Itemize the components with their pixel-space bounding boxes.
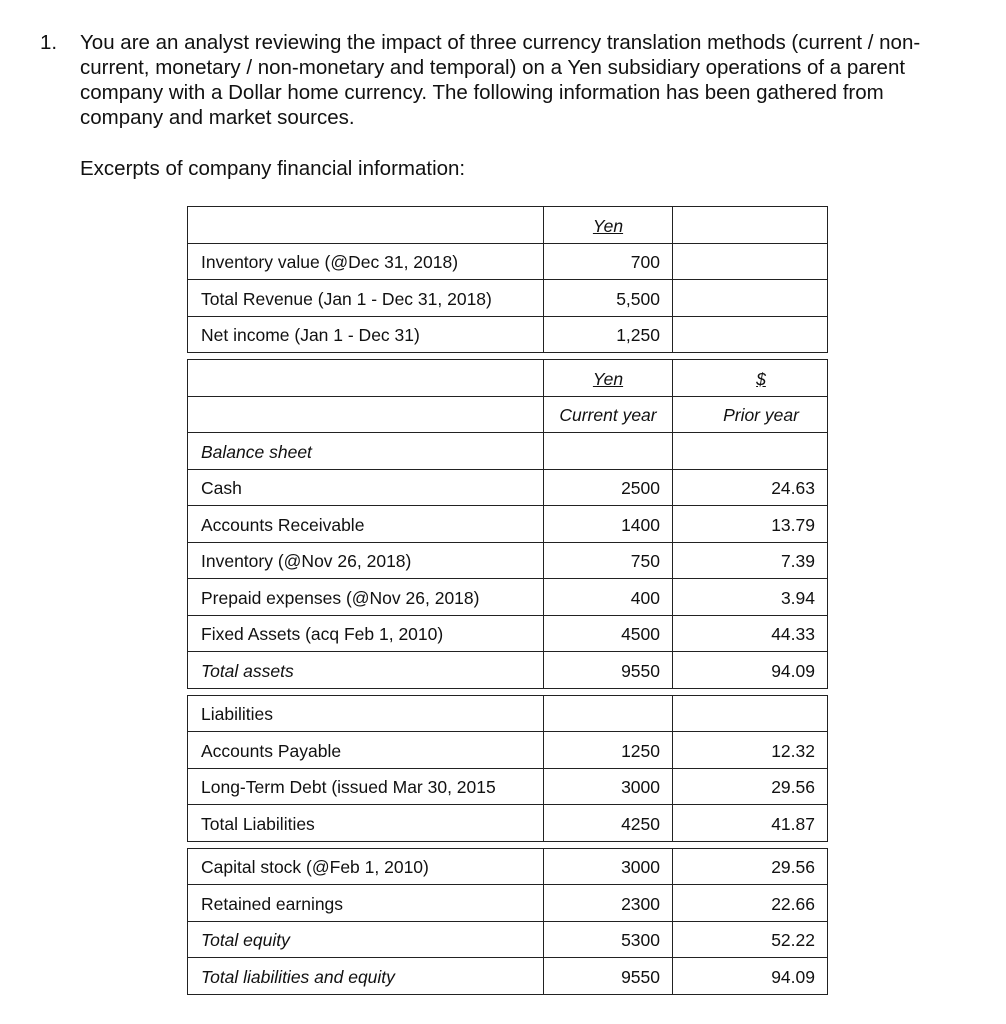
row-label: Long-Term Debt (issued Mar 30, 2015 — [188, 769, 544, 805]
yen-value: 4250 — [544, 805, 673, 841]
usd-value: 29.56 — [771, 857, 815, 877]
yen-value: 700 — [544, 244, 673, 280]
usd-value: 41.87 — [771, 813, 815, 834]
question-text: You are an analyst reviewing the impact of three currency translation methods (current / non-current, monetary / non-monetary and temporal) on a Yen subsidiary operations of a parent company with a Dollar home currency. The following information has been gathered from company and market sources. — [80, 31, 921, 129]
usd-value: 29.56 — [771, 777, 815, 797]
row-label: Inventory (@Nov 26, 2018) — [188, 543, 544, 579]
currency-header-row — [188, 360, 827, 396]
question-number: 1. — [40, 31, 58, 54]
usd-value: 94.09 — [771, 966, 815, 987]
row-label: Fixed Assets (acq Feb 1, 2010) — [188, 616, 544, 652]
balance-sheet-title-row — [188, 432, 827, 469]
yen-value: 400 — [544, 579, 673, 615]
usd-value: 13.79 — [771, 514, 815, 535]
table-row — [188, 279, 827, 316]
table-row — [188, 849, 827, 885]
yen-value: 2300 — [544, 885, 673, 921]
yen-value: 3000 — [544, 769, 673, 805]
liabilities-section — [187, 695, 828, 842]
total-liabilities-equity-row — [188, 957, 827, 994]
row-label: Prepaid expenses (@Nov 26, 2018) — [188, 579, 544, 615]
question-block — [40, 30, 970, 130]
current-year-header: Current year — [559, 405, 657, 425]
table-row — [188, 316, 827, 353]
usd-value: 3.94 — [780, 587, 815, 608]
usd-value: 94.09 — [771, 660, 815, 681]
yen-value: 4500 — [544, 616, 673, 652]
row-label: Capital stock (@Feb 1, 2010) — [188, 849, 544, 885]
income-header-row — [188, 207, 827, 243]
yen-value: 1400 — [544, 506, 673, 542]
table-row — [188, 469, 827, 506]
table-row — [188, 542, 827, 579]
row-label: Accounts Receivable — [188, 506, 544, 542]
liabilities-title-row — [188, 696, 827, 732]
usd-value: 52.22 — [771, 930, 815, 950]
row-label: Accounts Payable — [188, 732, 544, 768]
total-assets-row — [188, 651, 827, 688]
equity-section — [187, 848, 828, 995]
row-label: Cash — [188, 470, 544, 506]
table-row — [188, 505, 827, 542]
yen-value: 3000 — [544, 849, 673, 885]
yen-header: Yen — [592, 368, 624, 389]
yen-value: 1250 — [544, 732, 673, 768]
yen-header: Yen — [592, 215, 624, 236]
yen-value: 750 — [544, 543, 673, 579]
table-row — [188, 615, 827, 652]
balance-sheet-title: Balance sheet — [188, 433, 544, 469]
excerpt-heading: Excerpts of company financial information: — [80, 157, 466, 180]
row-label: Total Liabilities — [188, 805, 544, 841]
total-liabilities-row — [188, 804, 827, 841]
yen-value: 5,500 — [544, 280, 673, 316]
usd-value: 7.39 — [780, 551, 815, 571]
yen-value: 5300 — [544, 922, 673, 958]
dollar-header: $ — [756, 368, 766, 389]
income-section — [187, 206, 828, 353]
yen-value: 9550 — [544, 652, 673, 688]
usd-value: 12.32 — [771, 740, 815, 761]
row-label: Total assets — [188, 652, 544, 688]
usd-value: 22.66 — [771, 893, 815, 914]
yen-value: 1,250 — [544, 317, 673, 353]
prior-year-header: Prior year — [723, 405, 799, 425]
row-label: Retained earnings — [188, 885, 544, 921]
yen-value: 9550 — [544, 958, 673, 994]
usd-value: 44.33 — [771, 624, 815, 644]
row-label: Total Revenue (Jan 1 - Dec 31, 2018) — [188, 280, 544, 316]
financial-table — [187, 206, 828, 995]
table-row — [188, 768, 827, 805]
table-row — [188, 243, 827, 280]
liabilities-title: Liabilities — [188, 696, 544, 732]
assets-section — [187, 359, 828, 689]
table-row — [188, 578, 827, 615]
table-row — [188, 884, 827, 921]
total-equity-row — [188, 921, 827, 958]
row-label: Total liabilities and equity — [188, 958, 544, 994]
row-label: Net income (Jan 1 - Dec 31) — [188, 317, 544, 353]
period-header-row — [188, 396, 827, 433]
table-row — [188, 731, 827, 768]
usd-value: 24.63 — [771, 478, 815, 498]
yen-value: 2500 — [544, 470, 673, 506]
row-label: Total equity — [188, 922, 544, 958]
row-label: Inventory value (@Dec 31, 2018) — [188, 244, 544, 280]
